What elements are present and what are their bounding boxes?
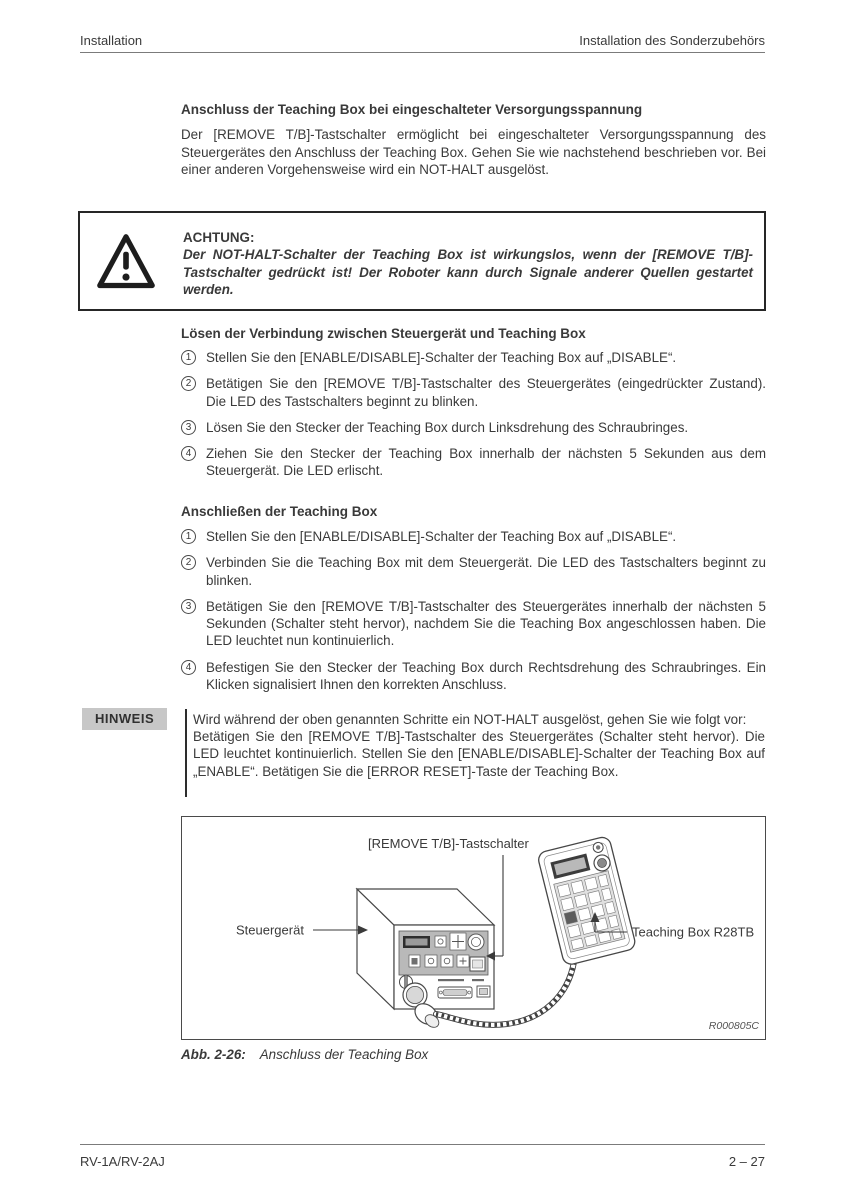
teaching-box-illustration	[537, 836, 637, 966]
warning-box	[78, 211, 766, 311]
warning-content	[183, 230, 753, 309]
intro-paragraph: Der [REMOVE T/B]-Tastschalter ermöglicht bei eingeschalteter Versorgungsspannung des Steuergerätes den Anschluss der Teaching Box. Gehen Sie wie nachstehend beschrieben vor. Bei einer anderen Vorgehensweise wird ein NOT-HALT ausgelöst.	[181, 127, 766, 178]
step-text: Lösen Sie den Stecker der Teaching Box durch Linksdrehung des Schraubringes.	[206, 419, 689, 435]
note-paragraph-2: Betätigen Sie den [REMOVE T/B]-Tastschalter des Steuergerätes (Schalter steht hervor). Die LED leuchtet kontinuierlich. Stellen Sie den [ENABLE/DISABLE]-Schalter der Teaching Box auf „ENABLE“. Betätigen Sie die [ERROR RESET]-Taste der Teaching Box.	[193, 729, 765, 779]
step-text: Befestigen Sie den Stecker der Teaching Box durch Rechtsdrehung des Schraubringes. Ein Klicken signalisiert Ihnen den korrekten Anschluss.	[206, 659, 766, 693]
step-number: 1	[181, 350, 196, 365]
step-item	[181, 445, 766, 480]
note-label: HINWEIS	[82, 708, 167, 730]
step-item	[181, 349, 766, 366]
footer-left: RV-1A/RV-2AJ	[80, 1154, 165, 1169]
header-rule	[80, 52, 765, 53]
figure-label-controller: Steuergerät	[236, 922, 304, 938]
warning-triangle-icon	[96, 233, 156, 309]
step-text: Betätigen Sie den [REMOVE T/B]-Tastschalter des Steuergerätes (eingedrückter Zustand). Die LED des Tastschalters beginnt zu blinken.	[206, 376, 766, 409]
step-item	[181, 554, 766, 589]
disconnect-heading: Lösen der Verbindung zwischen Steuergerät und Teaching Box	[181, 326, 586, 341]
figure-box	[181, 816, 766, 1040]
step-text: Stellen Sie den [ENABLE/DISABLE]-Schalter der Teaching Box auf „DISABLE“.	[206, 529, 677, 544]
figure-illustration	[182, 817, 765, 1039]
figure-code: R000805C	[708, 1020, 759, 1032]
connect-heading: Anschließen der Teaching Box	[181, 504, 378, 519]
page-footer	[80, 1154, 765, 1169]
figure-caption	[181, 1047, 428, 1062]
warning-title: ACHTUNG:	[183, 230, 255, 245]
step-number: 2	[181, 376, 196, 391]
note-content	[193, 711, 765, 780]
step-item	[181, 375, 766, 410]
figure-caption-text: Anschluss der Teaching Box	[259, 1047, 429, 1062]
figure-caption-label: Abb. 2-26:	[181, 1047, 246, 1062]
warning-text: Der NOT-HALT-Schalter der Teaching Box ist wirkungslos, wenn der [REMOVE T/B]-Tastschalter gedrückt ist! Der Roboter kann durch Signale anderer Quellen gestartet werden.	[183, 247, 753, 298]
note-divider	[185, 709, 187, 797]
step-number: 3	[181, 420, 196, 435]
note-paragraph-1: Wird während der oben genannten Schritte ein NOT-HALT ausgelöst, gehen Sie wie folgt vor:	[193, 712, 747, 727]
step-text: Verbinden Sie die Teaching Box mit dem Steuergerät. Die LED des Tastschalters beginnt zu blinken.	[206, 555, 766, 588]
step-number: 4	[181, 660, 196, 675]
step-item	[181, 659, 766, 694]
page-header	[80, 33, 765, 48]
step-number: 2	[181, 555, 196, 570]
step-item	[181, 598, 766, 650]
figure-label-teaching-box: Teaching Box R28TB	[632, 924, 755, 940]
remove-tb-switch	[470, 957, 485, 971]
step-number: 3	[181, 599, 196, 614]
step-text: Stellen Sie den [ENABLE/DISABLE]-Schalter der Teaching Box auf „DISABLE“.	[206, 350, 677, 365]
step-item	[181, 528, 766, 545]
disconnect-steps	[181, 349, 766, 489]
section-title: Anschluss der Teaching Box bei eingeschalteter Versorgungsspannung	[181, 102, 643, 117]
header-right: Installation des Sonderzubehörs	[579, 33, 765, 48]
step-item	[181, 419, 766, 436]
connect-steps	[181, 528, 766, 702]
step-text: Ziehen Sie den Stecker der Teaching Box innerhalb der nächsten 5 Sekunden aus dem Steuergerät. Die LED erlischt.	[206, 446, 766, 479]
footer-right: 2 – 27	[728, 1154, 765, 1169]
footer-rule	[80, 1144, 765, 1145]
figure-label-remove-tb: [REMOVE T/B]-Tastschalter	[368, 836, 529, 851]
step-text: Betätigen Sie den [REMOVE T/B]-Tastschalter des Steuergerätes innerhalb der nächsten 5 Sekunden (Schalter steht hervor), nachdem Sie die Teaching Box angeschlossen haben. Die LED leuchtet nun kontinuierlich.	[206, 598, 766, 649]
header-left: Installation	[80, 33, 143, 48]
step-number: 4	[181, 446, 196, 461]
step-number: 1	[181, 529, 196, 544]
